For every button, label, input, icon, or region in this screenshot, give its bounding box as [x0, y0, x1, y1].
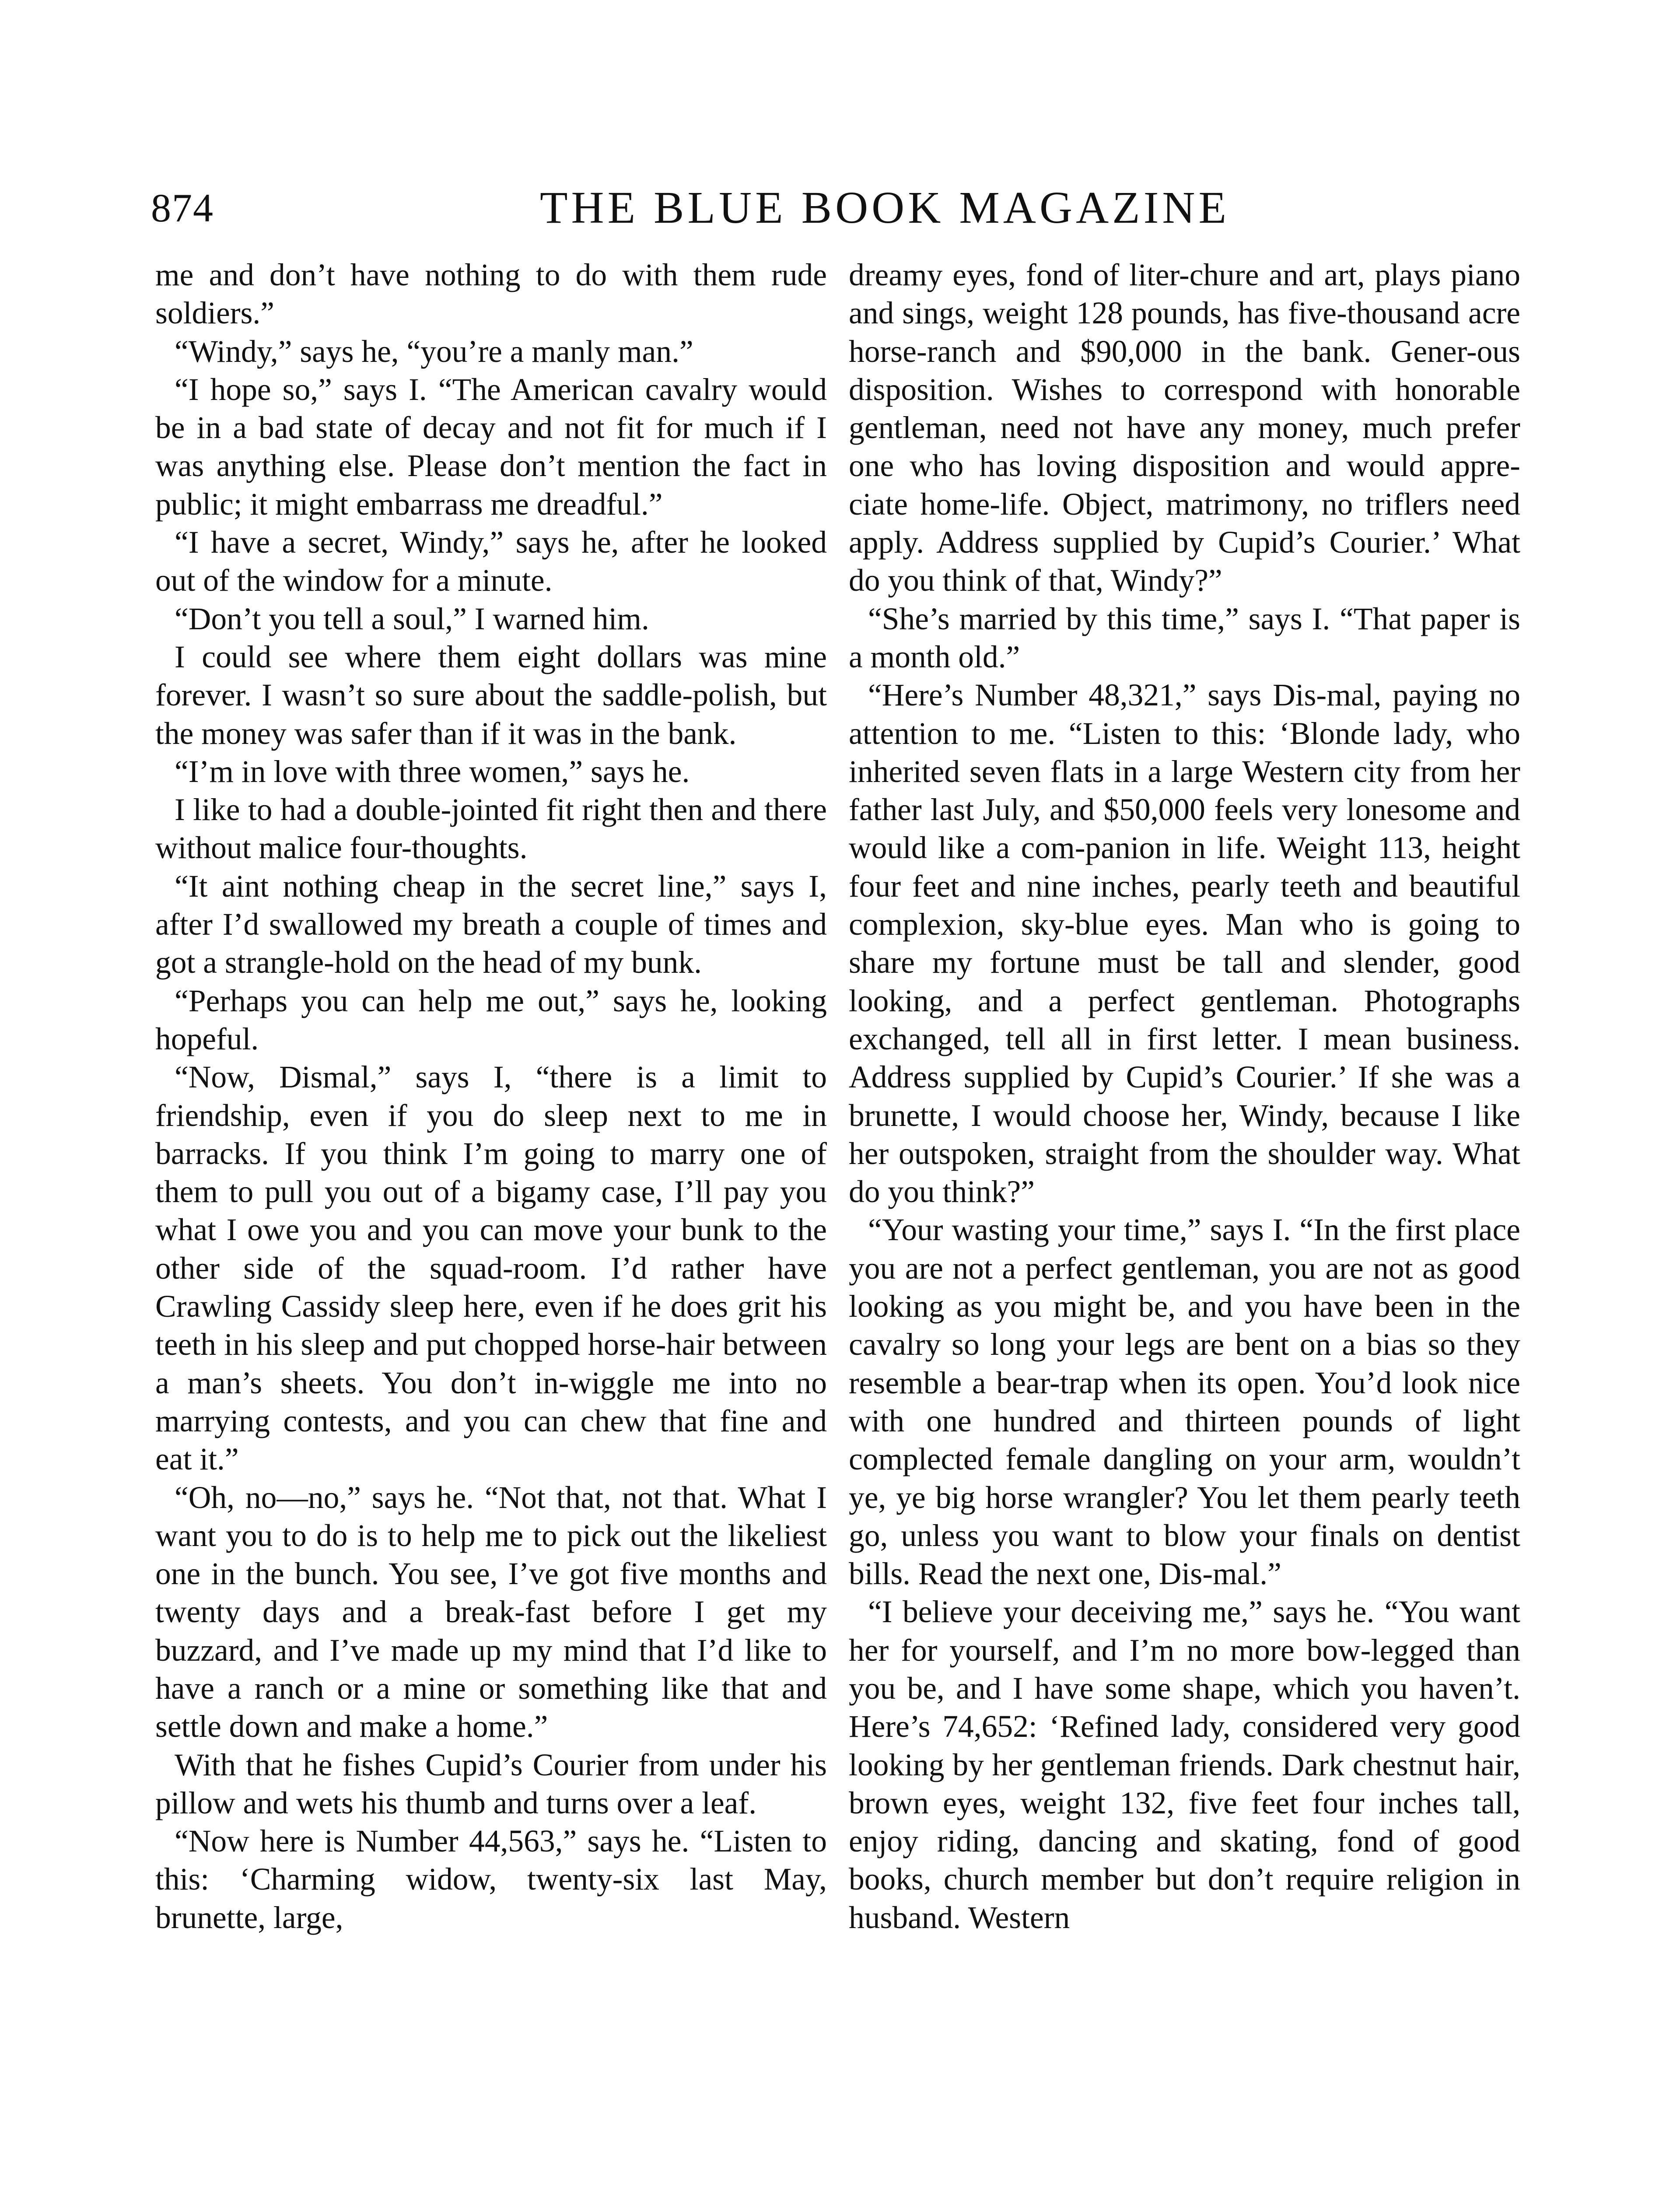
paragraph: “Don’t you tell a soul,” I warned him.: [175, 601, 649, 636]
magazine-title: THE BLUE BOOK MAGAZINE: [540, 182, 1230, 233]
paragraph: “Here’s Number 48,321,” says Dis-mal, paying no attention to me. “Listen to this: ‘Blonde lady, who inherited seven flats in a large Western city from her father last July, and $50,000 feels very lonesome and would like a com-panion in life. Weight 113, height four feet and nine inches, pearly teeth and beautiful complexion, sky-blue eyes. Man who is going to share my fortune must be tall and slender, good looking, and a perfect gentleman. Photographs exchanged, tell all in first letter. I mean business. Address supplied by Cupid’s Courier.’ If she was a brunette, I would choose her, Windy, because I like her outspoken, straight from the shoulder way. What do you think?”: [849, 678, 1520, 1210]
paragraph: I like to had a double-jointed fit right then and there without malice four-thoughts.: [155, 792, 827, 866]
right-column: [849, 256, 1520, 1937]
paragraph: “It aint nothing cheap in the secret line,” says I, after I’d swallowed my breath a couple of times and got a strangle-hold on the head of my bunk.: [155, 869, 827, 980]
page-header: [151, 175, 1544, 241]
paragraph: “She’s married by this time,” says I. “That paper is a month old.”: [849, 601, 1520, 674]
paragraph: me and don’t have nothing to do with them rude soldiers.”: [155, 258, 827, 331]
paragraph: “Now here is Number 44,563,” says he. “Listen to this: ‘Charming widow, twenty-six last May, brunette, large,: [155, 1824, 827, 1935]
paragraph: With that he fishes Cupid’s Courier from under his pillow and wets his thumb and turns over a leaf.: [155, 1747, 827, 1820]
paragraph: “Now, Dismal,” says I, “there is a limit to friendship, even if you do sleep next to me in barracks. If you think I’m going to marry one of them to pull you out of a bigamy case, I’ll pay you what I owe you and you can move your bunk to the other side of the squad-room. I’d rather have Crawling Cassidy sleep here, even if he does grit his teeth in his sleep and put chopped horse-hair between a man’s sheets. You don’t in-wiggle me into no marrying contests, and you can chew that fine and eat it.”: [155, 1060, 827, 1477]
paragraph: “Your wasting your time,” says I. “In the first place you are not a perfect gentleman, you are not as good looking as you might be, and you have been in the cavalry so long your legs are bent on a bias so they resemble a bear-trap when its open. You’d look nice with one hundred and thirteen pounds of light complected female dangling on your arm, wouldn’t ye, ye big horse wrangler? You let them pearly teeth go, unless you want to blow your finals on dentist bills. Read the next one, Dis-mal.”: [849, 1213, 1520, 1592]
paragraph: “Perhaps you can help me out,” says he, looking hopeful.: [155, 983, 827, 1056]
paragraph: “I believe your deceiving me,” says he. “You want her for yourself, and I’m no more bow-legged than you be, and I have some shape, which you haven’t. Here’s 74,652: ‘Refined lady, considered very good looking by her gentleman friends. Dark chestnut hair, brown eyes, weight 132, five feet four inches tall, enjoy riding, dancing and skating, fond of good books, church member but don’t require religion in husband. Western: [849, 1595, 1520, 1935]
paragraph: I could see where them eight dollars was mine forever. I wasn’t so sure about the saddle-polish, but the money was safer than if it was in the bank.: [155, 639, 827, 751]
paragraph: “Windy,” says he, “you’re a manly man.”: [175, 334, 693, 369]
paragraph: “I hope so,” says I. “The American cavalry would be in a bad state of decay and not fit for much if I was anything else. Please don’t mention the fact in public; it might embarrass me dreadful.”: [155, 372, 827, 522]
paragraph: “I have a secret, Windy,” says he, after he looked out of the window for a minute.: [155, 525, 827, 598]
paragraph: “Oh, no—no,” says he. “Not that, not that. What I want you to do is to help me to pick out the likeliest one in the bunch. You see, I’ve got five months and twenty days and a break-fast before I get my buzzard, and I’ve made up my mind that I’d like to have a ranch or a mine or something like that and settle down and make a home.”: [155, 1480, 827, 1744]
left-column: [155, 256, 827, 1937]
paragraph: “I’m in love with three women,” says he.: [175, 754, 690, 789]
paragraph: dreamy eyes, fond of liter-chure and art, plays piano and sings, weight 128 pounds, has five-thousand acre horse-ranch and $90,000 in the bank. Gener-ous disposition. Wishes to correspond with honorable gentleman, need not have any money, much prefer one who has loving disposition and would appre-ciate home-life. Object, matrimony, no triflers need apply. Address supplied by Cupid’s Courier.’ What do you think of that, Windy?”: [849, 258, 1520, 598]
page-number: 874: [151, 186, 214, 230]
